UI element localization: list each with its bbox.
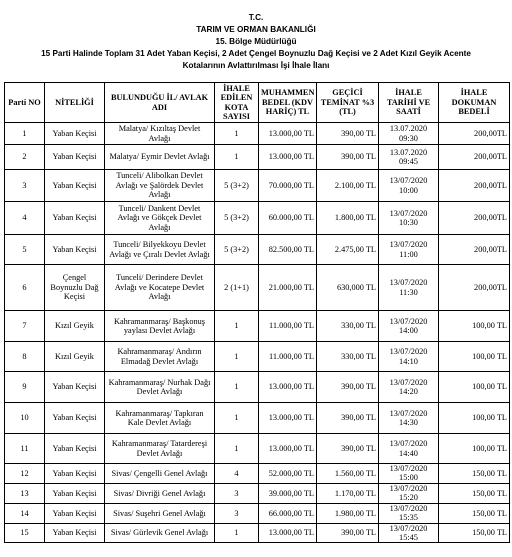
cell-nitelik: Yaban Keçisi: [45, 145, 105, 170]
cell-nitelik: Kızıl Geyik: [45, 342, 105, 372]
cell-dokuman: 150,00 TL: [439, 464, 510, 484]
cell-bedel: 13.000,00 TL: [259, 434, 317, 464]
cell-nitelik: Yaban Keçisi: [45, 123, 105, 145]
cell-tarih: 13/07/2020 15:45: [379, 523, 439, 543]
cell-dokuman: 200,00TL: [439, 170, 510, 202]
cell-teminat: 630,000 TL: [317, 265, 379, 311]
cell-teminat: 2.100,00 TL: [317, 170, 379, 202]
cell-tarih: 13/07/2020 11:30: [379, 265, 439, 311]
cell-avlak: Sivas/ Divriği Genel Avlağı: [105, 483, 215, 503]
cell-bedel: 13.000,00 TL: [259, 123, 317, 145]
col-header-parti-no: Parti NO: [5, 83, 45, 123]
cell-teminat: 1.170,00 TL: [317, 483, 379, 503]
table-row: [5, 503, 510, 523]
cell-parti-no: 13: [5, 483, 45, 503]
cell-parti-no: 2: [5, 145, 45, 170]
tender-table: [4, 82, 510, 543]
cell-avlak: Tunceli/ Derindere Devlet Avlağı ve Kocatepe Devlet Avlağı: [105, 265, 215, 311]
cell-parti-no: 14: [5, 503, 45, 523]
cell-dokuman: 100,00 TL: [439, 311, 510, 342]
cell-nitelik: Yaban Keçisi: [45, 434, 105, 464]
cell-dokuman: 200,00TL: [439, 202, 510, 235]
cell-nitelik: Yaban Keçisi: [45, 403, 105, 434]
cell-tarih: 13/07/2020 15:35: [379, 503, 439, 523]
cell-dokuman: 200,00TL: [439, 235, 510, 265]
cell-parti-no: 15: [5, 523, 45, 543]
cell-dokuman: 150,00 TL: [439, 503, 510, 523]
col-header-kota: İHALE EDİLEN KOTA SAYISI: [215, 83, 259, 123]
cell-kota: 1: [215, 311, 259, 342]
cell-avlak: Kahramanmaraş/ Andırın Elmadağ Devlet Avlağı: [105, 342, 215, 372]
cell-avlak: Tunceli/ Bilyekkoyu Devlet Avlağı ve Çıralı Devlet Avlağı: [105, 235, 215, 265]
table-row: [5, 434, 510, 464]
cell-parti-no: 1: [5, 123, 45, 145]
cell-avlak: Malatya/ Kızıltaş Devlet Avlağı: [105, 123, 215, 145]
cell-kota: 5 (3+2): [215, 235, 259, 265]
cell-avlak: Kahramanmaraş/ Tapkıran Kale Devlet Avlağı: [105, 403, 215, 434]
cell-parti-no: 5: [5, 235, 45, 265]
cell-bedel: 13.000,00 TL: [259, 372, 317, 403]
cell-parti-no: 4: [5, 202, 45, 235]
table-row: [5, 342, 510, 372]
cell-tarih: 13/07/2020 14:30: [379, 403, 439, 434]
cell-tarih: 13/07/2020 10:30: [379, 202, 439, 235]
cell-kota: 1: [215, 434, 259, 464]
cell-teminat: 330,00 TL: [317, 342, 379, 372]
cell-nitelik: Kızıl Geyik: [45, 311, 105, 342]
cell-dokuman: 150,00 TL: [439, 523, 510, 543]
cell-dokuman: 150,00 TL: [439, 483, 510, 503]
cell-avlak: Sivas/ Çengelli Genel Avlağı: [105, 464, 215, 484]
cell-avlak: Malatya/ Eymir Devlet Avlağı: [105, 145, 215, 170]
cell-kota: 1: [215, 145, 259, 170]
cell-nitelik: Yaban Keçisi: [45, 503, 105, 523]
cell-teminat: 330,00 TL: [317, 311, 379, 342]
cell-nitelik: Yaban Keçisi: [45, 170, 105, 202]
cell-teminat: 390,00 TL: [317, 434, 379, 464]
cell-avlak: Sivas/ Suşehri Genel Avlağı: [105, 503, 215, 523]
cell-avlak: Kahramanmaraş/ Başkonuş yaylası Devlet Avlağı: [105, 311, 215, 342]
header-line-description: 15 Parti Halinde Toplam 31 Adet Yaban Keçisi, 2 Adet Çengel Boynuzlu Dağ Keçisi ve 2 Adet Kızıl Geyik Acente: [41, 49, 471, 58]
header-line-tc: T.C.: [248, 13, 264, 22]
table-row: [5, 464, 510, 484]
col-header-tarih: İHALE TARİHİ VE SAATİ: [379, 83, 439, 123]
cell-bedel: 21.000,00 TL: [259, 265, 317, 311]
cell-dokuman: 200,00TL: [439, 145, 510, 170]
cell-teminat: 1.980,00 TL: [317, 503, 379, 523]
cell-nitelik: Yaban Keçisi: [45, 464, 105, 484]
cell-avlak: Tunceli/ Alibolkan Devlet Avlağı ve Şalördek Devlet Avlağı: [105, 170, 215, 202]
col-header-dokuman: İHALE DOKUMAN BEDELİ: [439, 83, 510, 123]
cell-bedel: 66.000,00 TL: [259, 503, 317, 523]
cell-kota: 3: [215, 503, 259, 523]
cell-teminat: 1.800,00 TL: [317, 202, 379, 235]
cell-kota: 5 (3+2): [215, 170, 259, 202]
table-row: [5, 170, 510, 202]
cell-bedel: 11.000,00 TL: [259, 311, 317, 342]
cell-dokuman: 100,00 TL: [439, 372, 510, 403]
cell-parti-no: 12: [5, 464, 45, 484]
cell-tarih: 13/07/2020 14:20: [379, 372, 439, 403]
cell-tarih: 13/07/2020 14:10: [379, 342, 439, 372]
header-line-directorate: 15. Bölge Müdürlüğü: [215, 37, 297, 46]
cell-bedel: 82.500,00 TL: [259, 235, 317, 265]
cell-teminat: 390,00 TL: [317, 123, 379, 145]
cell-tarih: 13.07.2020 09:30: [379, 123, 439, 145]
cell-avlak: Sivas/ Gürlevik Genel Avlağı: [105, 523, 215, 543]
cell-kota: 2 (1+1): [215, 265, 259, 311]
cell-bedel: 52.000,00 TL: [259, 464, 317, 484]
cell-kota: 4: [215, 464, 259, 484]
table-row: [5, 145, 510, 170]
cell-bedel: 13.000,00 TL: [259, 145, 317, 170]
cell-bedel: 39.000,00 TL: [259, 483, 317, 503]
cell-parti-no: 6: [5, 265, 45, 311]
table-row: [5, 235, 510, 265]
cell-dokuman: 100,00 TL: [439, 342, 510, 372]
cell-dokuman: 100,00 TL: [439, 434, 510, 464]
col-header-teminat: GEÇİCİ TEMİNAT %3 (TL): [317, 83, 379, 123]
cell-parti-no: 9: [5, 372, 45, 403]
cell-dokuman: 100,00 TL: [439, 403, 510, 434]
col-header-avlak: BULUNDUĞU İL/ AVLAK ADI: [105, 83, 215, 123]
cell-parti-no: 3: [5, 170, 45, 202]
cell-bedel: 70.000,00 TL: [259, 170, 317, 202]
cell-tarih: 13/07/2020 14:40: [379, 434, 439, 464]
cell-parti-no: 7: [5, 311, 45, 342]
cell-teminat: 390,00 TL: [317, 403, 379, 434]
cell-teminat: 2.475,00 TL: [317, 235, 379, 265]
table-row: [5, 403, 510, 434]
table-row: [5, 311, 510, 342]
cell-bedel: 13.000,00 TL: [259, 523, 317, 543]
cell-dokuman: 200,00TL: [439, 265, 510, 311]
cell-kota: 5 (3+2): [215, 202, 259, 235]
cell-kota: 1: [215, 372, 259, 403]
cell-tarih: 13/07/2020 14:00: [379, 311, 439, 342]
cell-kota: 1: [215, 523, 259, 543]
col-header-nitelik: NİTELİĞİ: [45, 83, 105, 123]
cell-nitelik: Yaban Keçisi: [45, 202, 105, 235]
cell-avlak: Kahramanmaraş/ Nurhak Dağı Devlet Avlağı: [105, 372, 215, 403]
cell-bedel: 13.000,00 TL: [259, 403, 317, 434]
cell-kota: 3: [215, 483, 259, 503]
cell-nitelik: Yaban Keçisi: [45, 372, 105, 403]
cell-bedel: 60.000,00 TL: [259, 202, 317, 235]
table-row: [5, 372, 510, 403]
table-header-row: [5, 83, 510, 123]
cell-tarih: 13/07/2020 15:20: [379, 483, 439, 503]
table-row: [5, 523, 510, 543]
col-header-bedel: MUHAMMEN BEDEL (KDV HARİÇ) TL: [259, 83, 317, 123]
cell-nitelik: Yaban Keçisi: [45, 235, 105, 265]
cell-nitelik: Yaban Keçisi: [45, 523, 105, 543]
cell-teminat: 390,00 TL: [317, 523, 379, 543]
cell-teminat: 390,00 TL: [317, 372, 379, 403]
table-row: [5, 265, 510, 311]
cell-bedel: 11.000,00 TL: [259, 342, 317, 372]
cell-tarih: 13/07/2020 15:00: [379, 464, 439, 484]
cell-tarih: 13/07/2020 10:00: [379, 170, 439, 202]
table-row: [5, 483, 510, 503]
table-row: [5, 123, 510, 145]
cell-tarih: 13.07.2020 09:45: [379, 145, 439, 170]
cell-kota: 1: [215, 123, 259, 145]
header-line-announcement: Kotalarının Avlattırılması İşi İhale İlanı: [182, 61, 330, 70]
cell-teminat: 1.560,00 TL: [317, 464, 379, 484]
cell-parti-no: 8: [5, 342, 45, 372]
table-row: [5, 202, 510, 235]
cell-nitelik: Çengel Boynuzlu Dağ Keçisi: [45, 265, 105, 311]
cell-avlak: Tunceli/ Dankent Devlet Avlağı ve Gökçek Devlet Avlağı: [105, 202, 215, 235]
cell-parti-no: 11: [5, 434, 45, 464]
cell-kota: 1: [215, 403, 259, 434]
cell-dokuman: 200,00TL: [439, 123, 510, 145]
cell-teminat: 390,00 TL: [317, 145, 379, 170]
cell-tarih: 13/07/2020 11:00: [379, 235, 439, 265]
cell-parti-no: 10: [5, 403, 45, 434]
cell-nitelik: Yaban Keçisi: [45, 483, 105, 503]
cell-avlak: Kahramanmaraş/ Tatardereşi Devlet Avlağı: [105, 434, 215, 464]
cell-kota: 1: [215, 342, 259, 372]
header-line-ministry: TARIM VE ORMAN BAKANLIĞI: [196, 25, 316, 34]
